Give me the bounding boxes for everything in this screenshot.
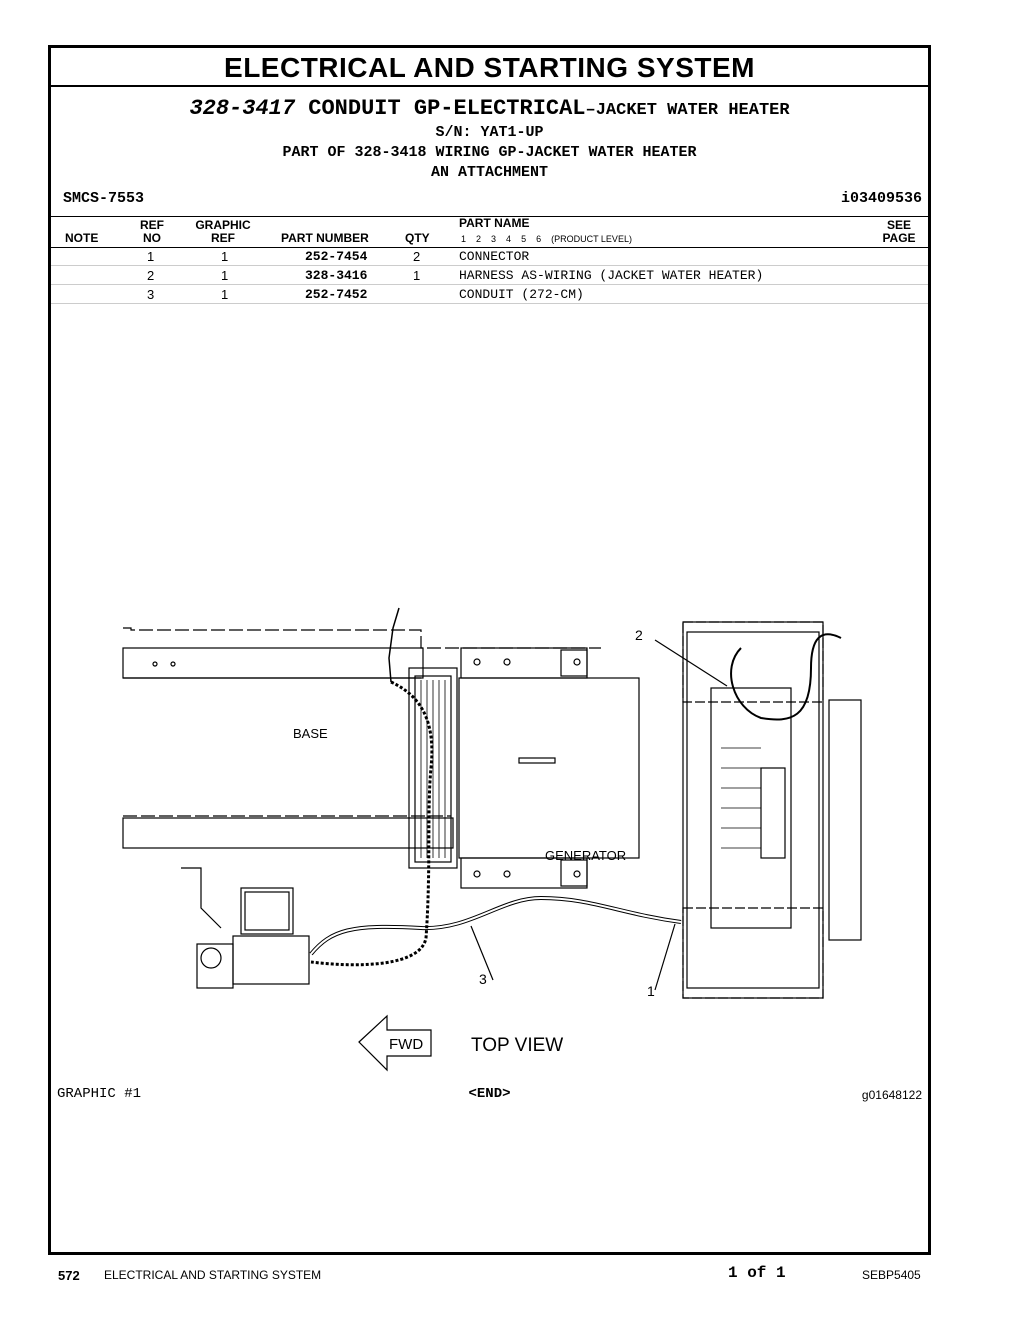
- product-levels: 1 2 3 4 5 6 (PRODUCT LEVEL): [461, 234, 632, 244]
- fwd-label: FWD: [389, 1036, 424, 1053]
- graphic-number: GRAPHIC #1: [57, 1086, 142, 1102]
- part-heading: [51, 96, 928, 121]
- page-title: ELECTRICAL AND STARTING SYSTEM: [224, 52, 755, 83]
- serial-range: S/N: YAT1-UP: [435, 124, 544, 141]
- graphic-id: g01648122: [861, 1088, 922, 1102]
- group-part-title: CONDUIT GP-ELECTRICAL: [308, 96, 586, 121]
- footer-section: ELECTRICAL AND STARTING SYSTEM: [104, 1268, 322, 1282]
- col-part-number: PART NUMBER: [281, 231, 369, 245]
- attachment-text: AN ATTACHMENT: [430, 164, 549, 181]
- table-row: 1 1 252-7454 2 CONNECTOR: [51, 247, 928, 266]
- view-label: TOP VIEW: [471, 1035, 564, 1056]
- col-qty: QTY: [405, 231, 430, 245]
- label-base: BASE: [293, 726, 328, 741]
- label-generator: GENERATOR: [545, 848, 627, 863]
- col-graphic-ref: GRAPHIC REF: [195, 218, 251, 245]
- col-note: NOTE: [65, 231, 99, 245]
- col-part-name: PART NAME: [459, 216, 530, 230]
- group-part-suffix: –JACKET WATER HEATER: [585, 101, 790, 120]
- page-of: 1 of 1: [728, 1264, 786, 1282]
- document-ident: i03409536: [840, 190, 922, 207]
- table-row: 3 1 252-7452 CONDUIT (272-CM): [51, 285, 928, 304]
- col-see-page: SEE PAGE: [882, 218, 916, 245]
- col-ref-no: REF NO: [140, 218, 164, 245]
- callout-3: 3: [479, 971, 487, 987]
- title-divider: [51, 85, 928, 87]
- callout-2: 2: [635, 627, 643, 643]
- part-of-text: PART OF 328-3418 WIRING GP-JACKET WATER HEATER: [282, 144, 697, 161]
- top-view-drawing: [121, 568, 861, 1056]
- callout-1: 1: [647, 983, 655, 999]
- smcs-code: SMCS-7553: [63, 190, 145, 207]
- document-id: SEBP5405: [862, 1268, 921, 1282]
- end-marker: <END>: [468, 1086, 511, 1102]
- table-row: 2 1 328-3416 1 HARNESS AS-WIRING (JACKET WATER HEATER): [51, 266, 928, 285]
- page-frame: [48, 45, 931, 1255]
- table-header: [51, 216, 928, 248]
- group-part-number: 328-3417: [189, 96, 296, 121]
- page-number: 572: [58, 1268, 80, 1283]
